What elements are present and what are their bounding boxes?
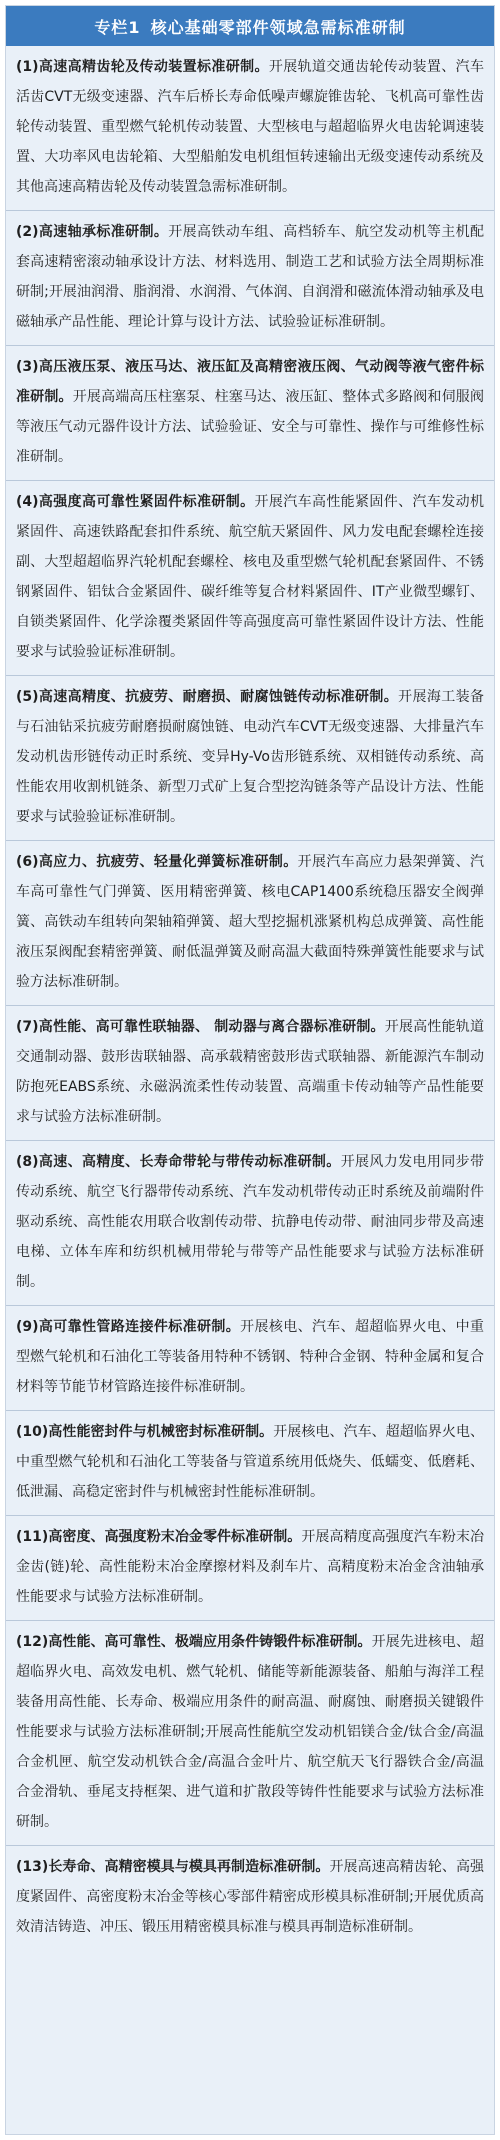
section-body: 开展海工装备与石油钻采抗疲劳耐磨损耐腐蚀链、电动汽车CVT无级变速器、大排量汽车发动机齿形链传动正时系统、变异Hy-Vo齿形链系统、双相链传动系统、高性能农用收割机链条、新型刀式矿上复合型挖沟链条等产品设计方法、性能要求与试验验证标准研制。 [16, 689, 485, 825]
section-number: (5) [16, 689, 39, 705]
section-8 [6, 1141, 494, 1306]
section-body: 开展风力发电用同步带传动系统、航空飞行器带传动系统、汽车发动机带传动正时系统及前端附件驱动系统、高性能农用联合收割传动带、抗静电传动带、耐油同步带及高速电梯、立体车库和纺织机械用带轮与带等产品性能要求与试验方法标准研制。 [16, 1154, 485, 1290]
section-number: (3) [16, 359, 39, 375]
section-heading: 长寿命、高精密模具与模具再制造标准研制。 [48, 1859, 330, 1875]
section-number: (13) [16, 1859, 49, 1875]
section-heading: 高性能密封件与机械密封标准研制。 [48, 1424, 274, 1440]
column-tag: 专栏1 [94, 17, 141, 37]
section-number: (2) [16, 224, 39, 240]
section-body: 开展轨道交通齿轮传动装置、汽车活齿CVT无级变速器、汽车后桥长寿命低噪声螺旋锥齿轮、飞机高可靠性齿轮传动装置、重型燃气轮机传动装置、大型核电与超超临界火电齿轮调速装置、大功率风电齿轮箱、大型船舶发电机组恒转速输出无级变速传动系统及其他高速高精齿轮及传动装置急需标准研制。 [16, 59, 484, 195]
column-title: 核心基础零部件领域急需标准研制 [150, 17, 406, 37]
section-3 [6, 346, 494, 481]
section-heading: 高压液压泵、液压马达、液压缸及高精密液压阀、气动阀等液气密件标准研制。 [16, 359, 484, 405]
section-body: 开展核电、汽车、超超临界火电、中重型燃气轮机和石油化工等装备用特种不锈钢、特种合金钢、特种金属和复合材料等节能节材管路连接件标准研制。 [16, 1319, 485, 1395]
section-2 [6, 211, 494, 346]
section-number: (8) [16, 1154, 39, 1170]
section-10 [6, 1411, 494, 1516]
section-heading: 高性能、高可靠性、极端应用条件铸锻件标准研制。 [48, 1634, 372, 1650]
section-heading: 高速高精齿轮及传动装置标准研制。 [38, 59, 269, 75]
section-6 [6, 841, 494, 1006]
column-header [6, 6, 494, 46]
section-4 [6, 481, 494, 676]
section-number: (10) [16, 1424, 49, 1440]
section-number: (1) [16, 59, 39, 75]
section-list [6, 46, 494, 1950]
section-body: 开展高精度高强度汽车粉末冶金齿(链)轮、高性能粉末冶金摩擦材料及刹车片、高精度粉末冶金含油轴承性能要求与试验方法标准研制。 [16, 1529, 485, 1605]
section-13 [6, 1846, 494, 1950]
section-heading: 高应力、抗疲劳、轻量化弹簧标准研制。 [38, 854, 298, 870]
section-heading: 高速轴承标准研制。 [38, 224, 169, 240]
section-body: 开展核电、汽车、超超临界火电、中重型燃气轮机和石油化工等装备与管道系统用低烧失、低蠕变、低磨耗、低泄漏、高稳定密封件与机械密封性能标准研制。 [16, 1424, 485, 1500]
section-heading: 高性能、高可靠性联轴器、 制动器与离合器标准研制。 [38, 1019, 385, 1035]
section-body: 开展高端高压柱塞泵、柱塞马达、液压缸、整体式多路阀和伺服阀等液压气动元器件设计方法、试验验证、安全与可靠性、操作与可维修性标准研制。 [16, 389, 484, 465]
section-12 [6, 1621, 494, 1846]
section-number: (9) [16, 1319, 39, 1335]
section-1 [6, 46, 494, 211]
section-7 [6, 1006, 494, 1141]
section-number: (7) [16, 1019, 39, 1035]
section-9 [6, 1306, 494, 1411]
section-number: (4) [16, 494, 39, 510]
section-body: 开展先进核电、超超临界火电、高效发电机、燃气轮机、储能等新能源装备、船舶与海洋工程装备用高性能、长寿命、极端应用条件的耐高温、耐腐蚀、耐磨损关键锻件性能要求与试验方法标准研制;开展高性能航空发动机铝镁合金/钛合金/高温合金机匣、航空发动机铁合金/高温合金叶片、航空航天飞行器铁合金/高温合金滑轨、垂尾支持框架、进气道和扩散段等铸件性能要求与试验方法标准研制。 [16, 1634, 485, 1830]
section-body: 开展高速高精齿轮、高强度紧固件、高密度粉末冶金等核心零部件精密成形模具标准研制;开展优质高效清洁铸造、冲压、锻压用精密模具标准与模具再制造标准研制。 [16, 1859, 485, 1935]
section-number: (6) [16, 854, 39, 870]
column-panel [5, 5, 495, 2135]
section-11 [6, 1516, 494, 1621]
section-heading: 高可靠性管路连接件标准研制。 [38, 1319, 241, 1335]
section-body: 开展高铁动车组、高档轿车、航空发动机等主机配套高速精密滚动轴承设计方法、材料选用、制造工艺和试验方法全周期标准研制;开展油润滑、脂润滑、水润滑、气体润、自润滑和磁流体滑动轴承及电磁轴承产品性能、理论计算与设计方法、试验验证标准研制。 [16, 224, 485, 330]
section-heading: 高速、高精度、长寿命带轮与带传动标准研制。 [38, 1154, 341, 1170]
section-heading: 高速高精度、抗疲劳、耐磨损、耐腐蚀链传动标准研制。 [38, 689, 399, 705]
section-heading: 高强度高可靠性紧固件标准研制。 [38, 494, 255, 510]
section-5 [6, 676, 494, 841]
section-body: 开展汽车高性能紧固件、汽车发动机紧固件、高速铁路配套扣件系统、航空航天紧固件、风力发电配套螺栓连接副、大型超超临界汽轮机配套螺栓、核电及重型燃气轮机配套紧固件、不锈钢紧固件、铝钛合金紧固件、碳纤维等复合材料紧固件、IT产业微型螺钉、自锁类紧固件、化学涂覆类紧固件等高强度高可靠性紧固件设计方法、性能要求与试验验证标准研制。 [16, 494, 485, 660]
section-body: 开展高性能轨道交通制动器、鼓形齿联轴器、高承载精密鼓形齿式联轴器、新能源汽车制动防抱死EABS系统、永磁涡流柔性传动装置、高端重卡传动轴等产品性能要求与试验方法标准研制。 [16, 1019, 484, 1125]
section-number: (11) [16, 1529, 49, 1545]
section-body: 开展汽车高应力悬架弹簧、汽车高可靠性气门弹簧、医用精密弹簧、核电CAP1400系统稳压器安全阀弹簧、高铁动车组转向架轴箱弹簧、超大型挖掘机涨紧机构总成弹簧、高性能液压泵阀配套精密弹簧、耐低温弹簧及耐高温大截面特殊弹簧性能要求与试验方法标准研制。 [16, 854, 485, 990]
section-heading: 高密度、高强度粉末冶金零件标准研制。 [48, 1529, 302, 1545]
section-number: (12) [16, 1634, 49, 1650]
